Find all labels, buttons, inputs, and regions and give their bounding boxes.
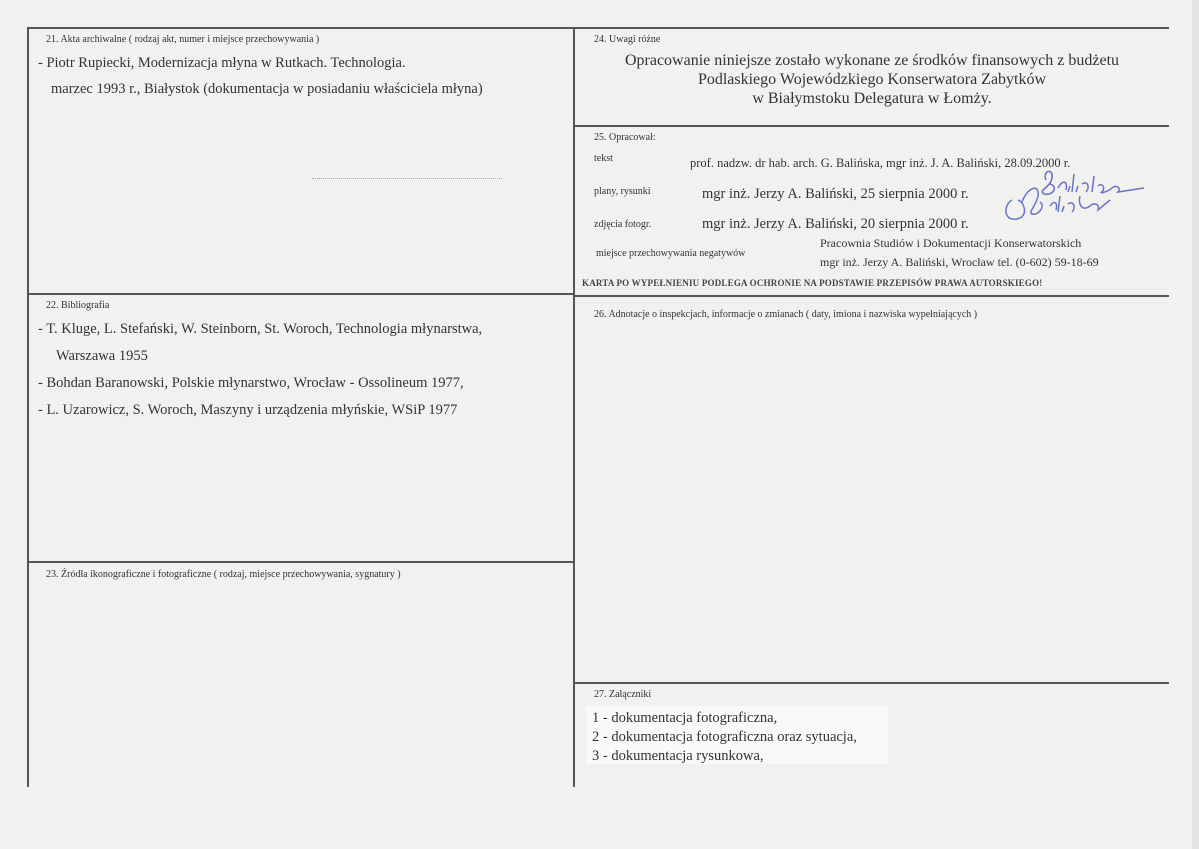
divider-25-26	[573, 295, 1169, 297]
section-24-remarks	[577, 51, 1167, 108]
tekst-label: tekst	[594, 153, 613, 164]
section-26-header: 26. Adnotacje o inspekcjach, informacje o zmianach ( daty, imiona i nazwiska wypełniających )	[594, 309, 978, 320]
attachment-item: 3 - dokumentacja rysunkowa,	[592, 748, 764, 764]
bibliography-item: - Bohdan Baranowski, Polskie młynarstwo, Wrocław - Ossolineum 1977,	[38, 375, 464, 391]
plany-value: mgr inż. Jerzy A. Baliński, 25 sierpnia 2000 r.	[702, 186, 969, 202]
bibliography-item: - T. Kluge, L. Stefański, W. Steinborn, St. Woroch, Technologia młynarstwa,	[38, 321, 483, 337]
negatywy-value-2: mgr inż. Jerzy A. Baliński, Wrocław tel. (0-602) 59-18-69	[820, 255, 1099, 269]
divider-26-27	[573, 682, 1169, 684]
section-25-header: 25. Opracował:	[594, 132, 656, 143]
zdjecia-value: mgr inż. Jerzy A. Baliński, 20 sierpnia 2000 r.	[702, 216, 969, 232]
attachment-item: 1 - dokumentacja fotograficzna,	[592, 710, 778, 726]
divider-22-23	[27, 561, 575, 563]
page-edge	[1192, 0, 1199, 849]
section-23-header: 23. Źródła ikonograficzne i fotograficzne ( rodzaj, miejsce przechowywania, sygnatury )	[46, 569, 401, 580]
attachment-item: 2 - dokumentacja fotograficzna oraz sytuacja,	[592, 729, 857, 745]
plany-label: plany, rysunki	[594, 186, 651, 197]
section-22-header: 22. Bibliografia	[46, 300, 110, 311]
remarks-line: w Białymstoku Delegatura w Łomży.	[752, 90, 992, 107]
remarks-line: Podlaskiego Wojewódzkiego Konserwatora Zabytków	[697, 71, 1047, 88]
signature-icon	[998, 166, 1168, 228]
divider-21-22	[27, 293, 575, 295]
center-divider	[573, 27, 575, 787]
scan-artifact	[312, 178, 502, 181]
tekst-value: prof. nadzw. dr hab. arch. G. Balińska, mgr inż. J. A. Baliński, 28.09.2000 r.	[690, 156, 1071, 170]
zdjecia-label: zdjęcia fotogr.	[594, 219, 652, 230]
negatywy-label: miejsce przechowywania negatywów	[596, 248, 746, 259]
divider-24-25	[573, 125, 1169, 127]
section-27-header: 27. Załączniki	[594, 689, 652, 700]
section-21-line-2: marzec 1993 r., Białystok (dokumentacja w posiadaniu właściciela młyna)	[51, 81, 483, 97]
negatywy-value-1: Pracownia Studiów i Dokumentacji Konserwatorskich	[820, 236, 1082, 250]
bibliography-item: Warszawa 1955	[56, 348, 148, 364]
bibliography-item: - L. Uzarowicz, S. Woroch, Maszyny i urządzenia młyńskie, WSiP 1977	[38, 402, 458, 418]
section-21-line-1: - Piotr Rupiecki, Modernizacja młyna w Rutkach. Technologia.	[38, 55, 406, 71]
remarks-line: Opracowanie niniejsze zostało wykonane ze środków finansowych z budżetu	[624, 52, 1120, 69]
section-24-header: 24. Uwagi różne	[594, 34, 661, 45]
copyright-notice: KARTA PO WYPEŁNIENIU PODLEGA OCHRONIE NA PODSTAWIE PRZEPISÓW PRAWA AUTORSKIEGO!	[582, 278, 1043, 288]
attachments-list	[586, 706, 888, 764]
section-21-header: 21. Akta archiwalne ( rodzaj akt, numer i miejsce przechowywania )	[46, 34, 320, 45]
